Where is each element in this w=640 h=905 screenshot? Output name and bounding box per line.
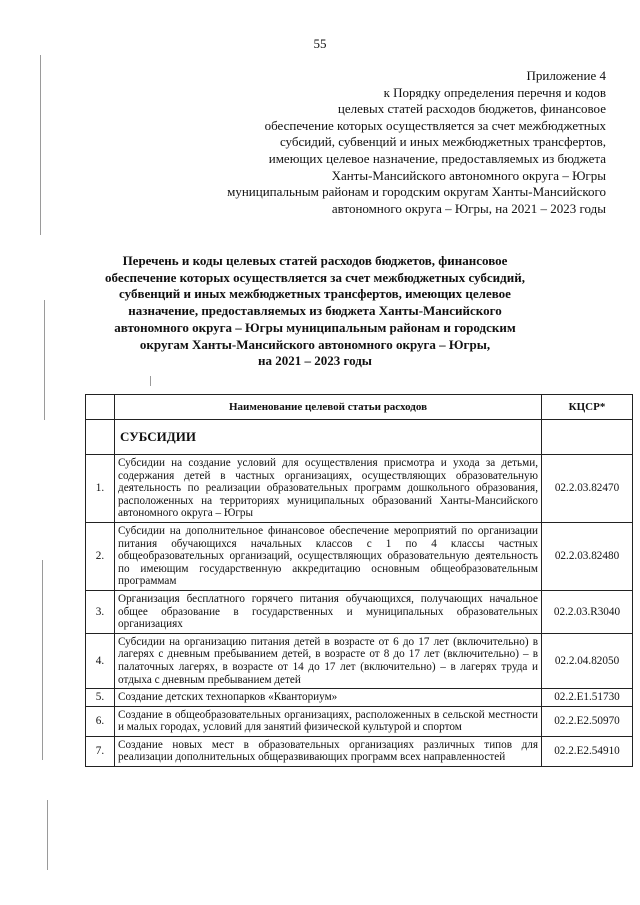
appendix-line: целевых статей расходов бюджетов, финансовое — [337, 101, 606, 117]
title-line: на 2021 – 2023 годы — [258, 353, 372, 369]
appendix-header — [136, 68, 606, 217]
appendix-line: к Порядку определения перечня и кодов — [383, 84, 606, 100]
row-name: Субсидии на создание условий для осуществления присмотра и ухода за детьми, содержания детей в частных организациях, осуществляющих образовательную деятельность по реализации образовательных программ дошкольного образования, расположенных на территориях муниципальных образований Ханты-Мансийского автономного округа – Югры — [115, 455, 542, 523]
row-code: 02.2.E2.54910 — [542, 736, 633, 766]
section-row — [86, 420, 633, 455]
scan-mark — [42, 560, 43, 760]
section-num-cell — [86, 420, 115, 455]
table-row — [86, 522, 633, 590]
page-number: 55 — [313, 36, 327, 51]
row-num: 5. — [86, 689, 115, 707]
table-row — [86, 706, 633, 736]
table-row — [86, 455, 633, 523]
table-header-row — [86, 395, 633, 420]
scan-mark — [150, 376, 151, 386]
appendix-line: субсидий, субвенций и иных межбюджетных трансфертов, — [279, 134, 606, 150]
title-line: автономного округа – Югры муниципальным районам и городским — [114, 319, 516, 335]
title-line: субвенций и иных межбюджетных трансфертов, имеющих целевое — [119, 286, 511, 302]
table-row — [86, 736, 633, 766]
row-name: Создание детских технопарков «Кванториум» — [115, 689, 542, 707]
row-name: Субсидии на дополнительное финансовое обеспечение мероприятий по организации питания обучающихся начальных классов с 1 по 4 классы частных общеобразовательных организаций, осуществляющих образовательную деятельность по имеющим государственную аккредитацию основным общеобразовательным программам — [115, 522, 542, 590]
section-code-cell — [542, 420, 633, 455]
table-row — [86, 633, 633, 688]
appendix-line: Ханты-Мансийского автономного округа – Югры — [331, 167, 606, 183]
row-code: 02.2.03.82480 — [542, 522, 633, 590]
title-line: назначение, предоставляемых из бюджета Ханты-Мансийского — [128, 303, 502, 319]
header-num-cell — [86, 395, 115, 420]
appendix-line: автономного округа – Югры, на 2021 – 2023 годы — [331, 200, 606, 216]
section-label: СУБСИДИИ — [115, 420, 542, 455]
row-num: 7. — [86, 736, 115, 766]
row-name: Субсидии на организацию питания детей в возрасте от 6 до 17 лет (включительно) в лагерях с дневным пребыванием детей, в возрасте от 8 до 17 лет (включительно) – в палаточных лагерях, в возрасте от 14 до 17 лет (включительно) – в лагерях труда и отдыха с дневным пребыванием детей — [115, 633, 542, 688]
document-title — [80, 253, 550, 370]
row-name: Организация бесплатного горячего питания обучающихся, получающих начальное общее образование в государственных и муниципальных образовательных организациях — [115, 590, 542, 633]
header-code-cell: КЦСР* — [542, 395, 633, 420]
row-num: 6. — [86, 706, 115, 736]
row-num: 1. — [86, 455, 115, 523]
appendix-line: обеспечение которых осуществляется за счет межбюджетных — [264, 117, 606, 133]
appendix-line: имеющих целевое назначение, предоставляемых из бюджета — [268, 150, 606, 166]
appendix-line: Приложение 4 — [526, 68, 606, 83]
row-code: 02.2.03.82470 — [542, 455, 633, 523]
row-code: 02.2.03.R3040 — [542, 590, 633, 633]
header-name-cell: Наименование целевой статьи расходов — [115, 395, 542, 420]
appendix-line: муниципальным районам и городским округам Ханты-Мансийского — [227, 184, 606, 200]
title-line: обеспечение которых осуществляется за счет межбюджетных субсидий, — [105, 269, 525, 285]
row-code: 02.2.E2.50970 — [542, 706, 633, 736]
row-num: 4. — [86, 633, 115, 688]
scan-mark — [47, 800, 48, 870]
row-num: 3. — [86, 590, 115, 633]
table-row — [86, 689, 633, 707]
row-num: 2. — [86, 522, 115, 590]
row-name: Создание в общеобразовательных организациях, расположенных в сельской местности и малых городах, условий для занятий физической культурой и спортом — [115, 706, 542, 736]
title-line: Перечень и коды целевых статей расходов бюджетов, финансовое — [122, 253, 508, 268]
scan-mark — [40, 55, 41, 235]
row-code: 02.2.E1.51730 — [542, 689, 633, 707]
budget-items-table — [85, 394, 633, 767]
row-name: Создание новых мест в образовательных организациях различных типов для реализации дополнительных общеразвивающих программ всех направленностей — [115, 736, 542, 766]
row-code: 02.2.04.82050 — [542, 633, 633, 688]
table-row — [86, 590, 633, 633]
title-line: округам Ханты-Мансийского автономного округа – Югры, — [139, 336, 491, 352]
scan-mark — [44, 300, 45, 420]
